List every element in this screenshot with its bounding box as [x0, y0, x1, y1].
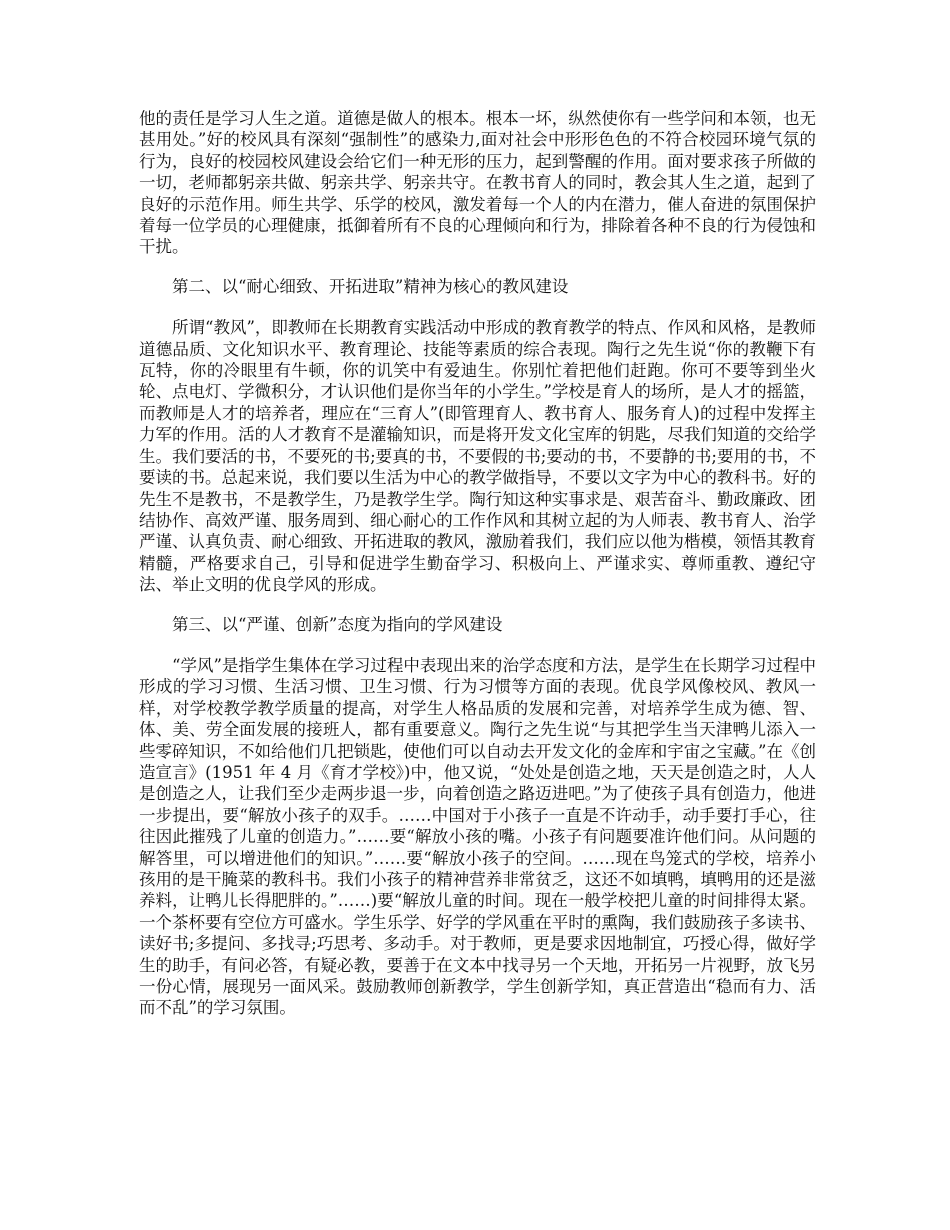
- paragraph-school-culture: 他的责任是学习人生之道。道德是做人的根本。根本一坏，纵然使你有一些学问和本领，也无甚用处。”好的校风具有深刻“强制性”的感染力,面对社会中形形色色的不符合校园环境气氛的行为，良好的校园校风建设会给它们一种无形的压力，起到警醒的作用。面对要求孩子所做的一切，老师都躬亲共做、躬亲共学、躬亲共守。在教书育人的同时，教会其人生之道，起到了良好的示范作用。师生共学、乐学的校风，激发着每一个人的内在潜力，催人奋进的氛围保护着每一位学员的心理健康，抵御着所有不良的心理倾向和行为，排除着各种不良的行为侵蚀和干扰。: [139, 109, 816, 257]
- section-heading-study-style: 第三、以“严谨、创新”态度为指向的学风建设: [172, 614, 503, 634]
- paragraph-teaching-style: 所谓“教风”，即教师在长期教育实践活动中形成的教育教学的特点、作风和风格，是教师道德品质、文化知识水平、教育理论、技能等素质的综合表现。陶行之先生说“你的教鞭下有瓦特，你的冷眼里有牛顿，你的讥笑中有爱迪生。你别忙着把他们赶跑。你可不要等到坐火轮、点电灯、学微积分，才认识他们是你当年的小学生。”学校是育人的场所，是人才的摇篮，而教师是人才的培养者，理应在“三育人”(即管理育人、教书育人、服务育人)的过程中发挥主力军的作用。活的人才教育不是灌输知识，而是将开发文化宝库的钥匙，尽我们知道的交给学生。我们要活的书，不要死的书;要真的书，不要假的书;要动的书，不要静的书;要用的书，不要读的书。总起来说，我们要以生活为中心的教学做指导，不要以文字为中心的教科书。好的先生不是教书，不是教学生，乃是教学生学。陶行知这种实事求是、艰苦奋斗、勤政廉政、团结协作、高效严谨、服务周到、细心耐心的工作作风和其树立起的为人师表、教书育人、治学严谨、认真负责、耐心细致、开拓进取的教风，激励着我们，我们应以他为楷模，领悟其教育精髓，严格要求自己，引导和促进学生勤奋学习、积极向上、严谨求实、尊师重教、遵纪守法、举止文明的优良学风的形成。: [139, 318, 816, 595]
- paragraph-study-style: “学风”是指学生集体在学习过程中表现出来的治学态度和方法，是学生在长期学习过程中形成的学习习惯、生活习惯、卫生习惯、行为习惯等方面的表现。优良学风像校风、教风一样，对学校教学教学质量的提高，对学生人格品质的发展和完善，对培养学生成为德、智、体、美、劳全面发展的接班人，都有重要意义。陶行之先生说“与其把学生当天津鸭儿添入一些零碎知识，不如给他们几把锁匙，使他们可以自动去开发文化的金库和宇宙之宝藏。”在《创造宣言》(1951 年 4 月《育才学校》)中，他又说，“处处是创造之地，天天是创造之时，人人是创造之人，让我们至少走两步退一步，向着创造之路迈进吧。”为了使孩子具有创造力，他进一步提出，要“解放小孩子的双手。……中国对于小孩子一直是不许动手，动手要打手心，往往因此摧残了儿童的创造力。”……要“解放小孩的嘴。小孩子有问题要准许他们问。从问题的解答里，可以增进他们的知识。”……要“解放小孩子的空间。……现在鸟笼式的学校，培养小孩用的是干腌菜的教科书。我们小孩子的精神营养非常贫乏，这还不如填鸭，填鸭用的还是滋养料，让鸭儿长得肥胖的。”……)要“解放儿童的时间。现在一般学校把儿童的时间排得太紧。一个茶杯要有空位方可盛水。学生乐学、好学的学风重在平时的熏陶，我们鼓励孩子多读书、读好书;多提问、多找寻;巧思考、多动手。对于教师，更是要求因地制宜，巧授心得，做好学生的助手，有问必答，有疑必教，要善于在文本中找寻另一个天地，开拓另一片视野，放飞另一份心情，展现另一面风采。鼓励教师创新教学，学生创新学知，真正营造出“稳而有力、活而不乱”的学习氛围。: [139, 655, 816, 1018]
- section-heading-teaching-style: 第二、以“耐心细致、开拓进取”精神为核心的教风建设: [172, 276, 569, 296]
- document-body: [139, 108, 816, 1019]
